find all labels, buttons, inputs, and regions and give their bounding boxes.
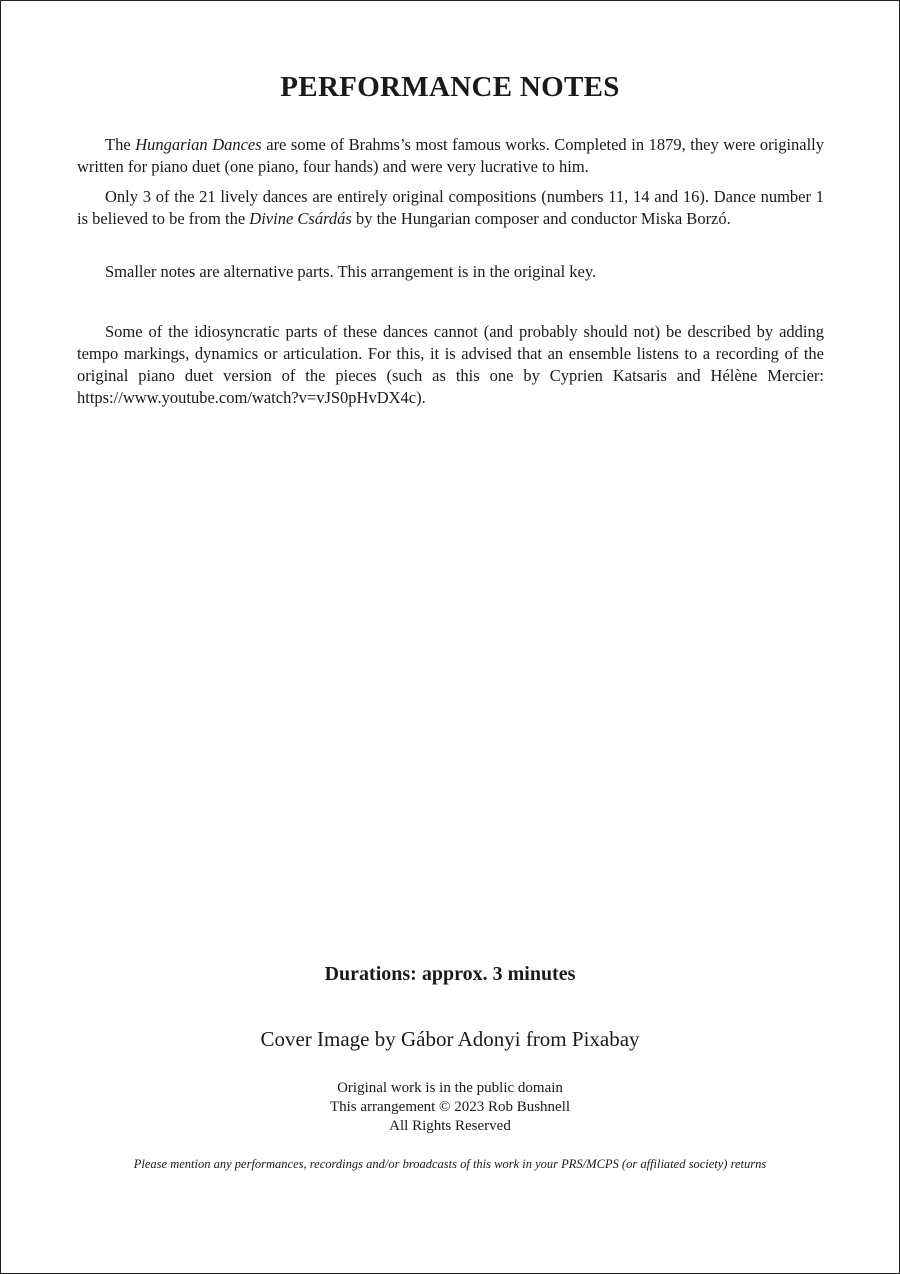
work-title-italic: Hungarian Dances — [135, 135, 262, 154]
rights-reserved-line: All Rights Reserved — [389, 1118, 511, 1134]
interpretation-paragraph: Some of the idiosyncratic parts of these dances cannot (and probably should not) be described by adding tempo markings, dynamics or articulation. For this, it is advised that an ensemble listens to a recording of the original piano duet version of the pieces (such as this one by Cyprien Katsaris and Hélène Mercier: https://www.youtube.com/watch?v=vJS0pHvDX4c). — [77, 322, 824, 407]
arrangement-copyright-line: This arrangement © 2023 Rob Bushnell — [329, 1099, 571, 1115]
origins-paragraph-rest: by the Hungarian composer and conductor Miska Borzó. — [351, 209, 731, 228]
performance-reporting-note: Please mention any performances, recordings and/or broadcasts of this work in your PRS/MCPS (or affiliated society) returns — [133, 1157, 767, 1171]
source-title-italic: Divine Csárdás — [249, 209, 352, 228]
copyright-block — [1, 1079, 899, 1136]
intro-paragraph-start: The — [105, 135, 136, 154]
cover-image-credit: Cover Image by Gábor Adonyi from Pixabay — [260, 1027, 640, 1051]
notes-body — [77, 134, 824, 417]
arrangement-paragraph: Smaller notes are alternative parts. This arrangement is in the original key. — [105, 262, 597, 281]
origins-paragraph-start: Only 3 of the 21 lively dances are entirely original compositions (numbers 11, 14 and 16). Dance number 1 is believed to be from the — [77, 187, 824, 228]
origins-paragraph — [77, 186, 824, 230]
intro-paragraph — [77, 134, 824, 178]
durations-text: Durations: approx. 3 minutes — [324, 963, 576, 985]
intro-paragraph-rest: are some of Brahms’s most famous works. Completed in 1879, they were originally written for piano duet (one piano, four hands) and were very lucrative to him. — [77, 135, 825, 176]
public-domain-line: Original work is in the public domain — [337, 1080, 563, 1096]
page-title: PERFORMANCE NOTES — [280, 71, 620, 103]
